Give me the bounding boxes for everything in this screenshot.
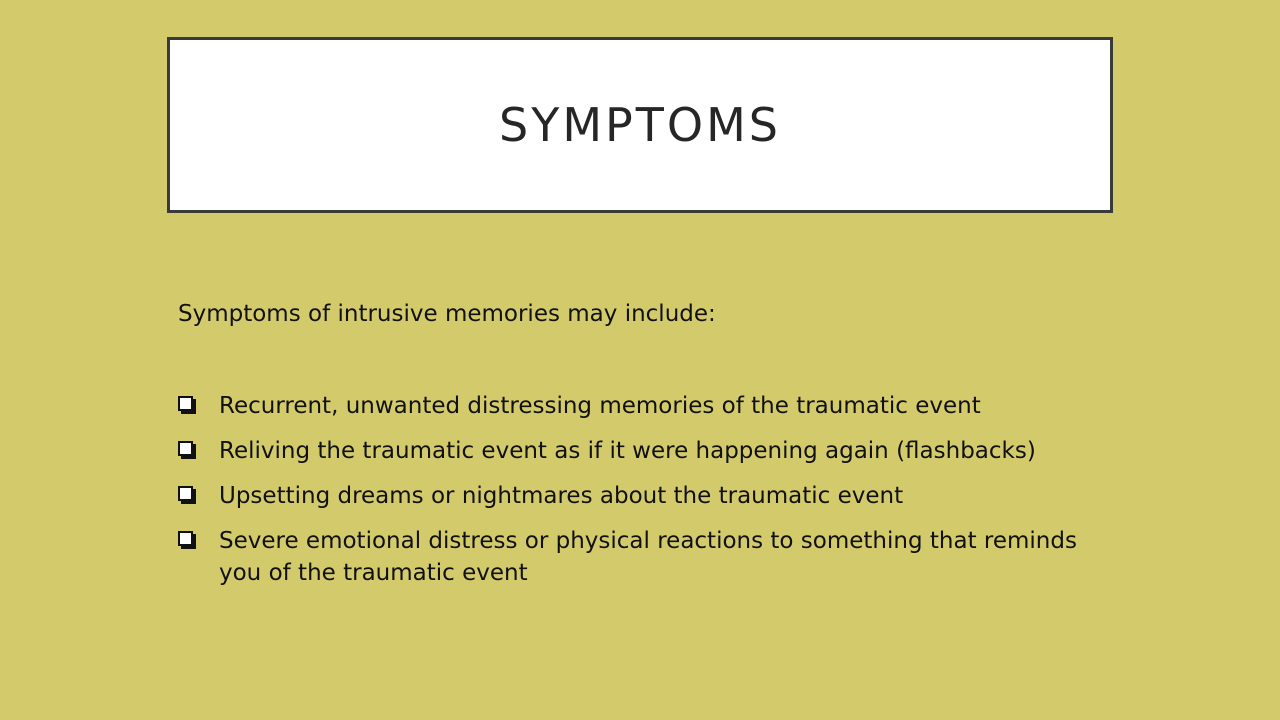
- list-item: [178, 390, 1118, 422]
- bullet-text: Upsetting dreams or nightmares about the traumatic event: [219, 483, 904, 509]
- list-item: [178, 480, 1118, 512]
- bullet-text: Recurrent, unwanted distressing memories of the traumatic event: [219, 393, 981, 419]
- checkbox-icon: [178, 531, 193, 546]
- list-item: [178, 435, 1118, 467]
- list-item: [178, 525, 1118, 589]
- title-box: [167, 37, 1113, 213]
- checkbox-icon: [178, 396, 193, 411]
- intro-text: Symptoms of intrusive memories may include:: [178, 301, 716, 327]
- checkbox-icon: [178, 486, 193, 501]
- bullet-text: Reliving the traumatic event as if it were happening again (flashbacks): [219, 438, 1036, 464]
- slide-title: SYMPTOMS: [499, 98, 781, 152]
- bullet-text: Severe emotional distress or physical reactions to something that reminds you of the traumatic event: [219, 528, 1077, 586]
- checkbox-icon: [178, 441, 193, 456]
- bullet-list: [178, 390, 1118, 602]
